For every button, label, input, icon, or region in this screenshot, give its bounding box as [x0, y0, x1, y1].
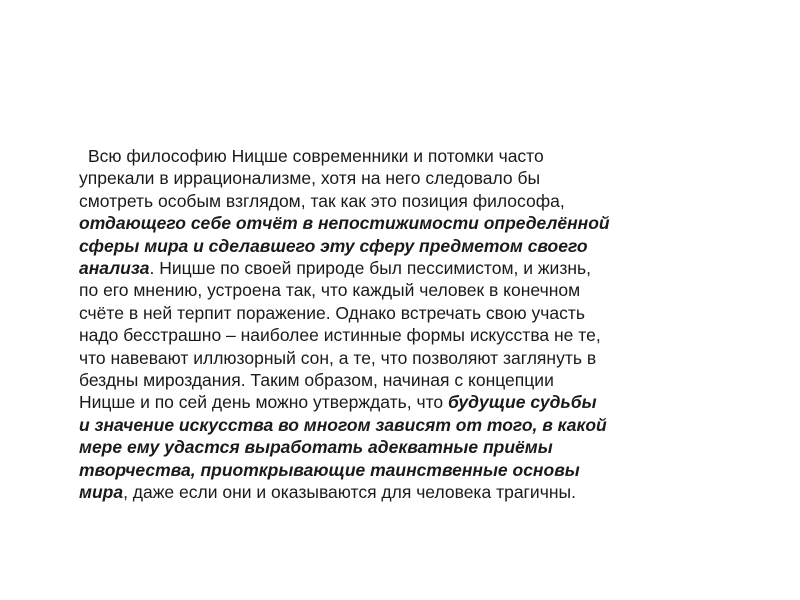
- text-line: [79, 324, 724, 346]
- emphasized-text: и значение искусства во многом зависят от того, в какой: [79, 414, 607, 435]
- emphasized-text: творчества, приоткрывающие таинственные основы: [79, 459, 580, 480]
- text-run: Ницше и по сей день можно утверждать, что: [79, 392, 449, 413]
- emphasized-text: мира: [79, 482, 124, 503]
- text-line: [79, 391, 724, 413]
- text-run: Всю философию Ницше современники и потомки часто: [88, 146, 544, 166]
- text-line: [79, 212, 724, 234]
- text-line: [79, 145, 724, 167]
- text-run: по его мнению, устроена так, что каждый человек в конечном: [79, 280, 581, 301]
- text-line: [79, 436, 724, 458]
- text-run: смотреть особым взглядом, так как это позиция философа,: [79, 190, 565, 211]
- text-run: . Ницше по своей природе был пессимистом, и жизнь,: [149, 258, 591, 279]
- text-line: [79, 235, 724, 257]
- text-line: [79, 302, 724, 324]
- text-line: [79, 369, 724, 391]
- emphasized-text: сферы мира и сделавшего эту сферу предметом своего: [79, 235, 588, 256]
- emphasized-text: анализа: [79, 258, 150, 279]
- text-run: счёте в ней терпит поражение. Однако встречать свою участь: [79, 302, 585, 323]
- text-run: что навевают иллюзорный сон, а те, что позволяют заглянуть в: [79, 347, 597, 368]
- text-run: упрекали в иррационализме, хотя на него следовало бы: [79, 168, 541, 189]
- text-run: бездны мироздания. Таким образом, начиная с концепции: [79, 370, 554, 391]
- text-line: [79, 347, 724, 369]
- text-line: [79, 414, 724, 436]
- emphasized-text: будущие судьбы: [448, 392, 597, 413]
- text-paragraph: [79, 145, 724, 504]
- text-run: надо бесстрашно – наиболее истинные формы искусства не те,: [79, 325, 601, 346]
- text-run: , даже если они и оказываются для человека трагичны.: [123, 482, 576, 503]
- text-line: [79, 279, 724, 301]
- text-line: [79, 190, 724, 212]
- text-line: [79, 459, 724, 481]
- text-line: [79, 481, 724, 503]
- emphasized-text: отдающего себе отчёт в непостижимости определённой: [79, 213, 610, 234]
- text-line: [79, 167, 724, 189]
- text-line: [79, 257, 724, 279]
- emphasized-text: мере ему удастся выработать адекватные приёмы: [79, 437, 553, 458]
